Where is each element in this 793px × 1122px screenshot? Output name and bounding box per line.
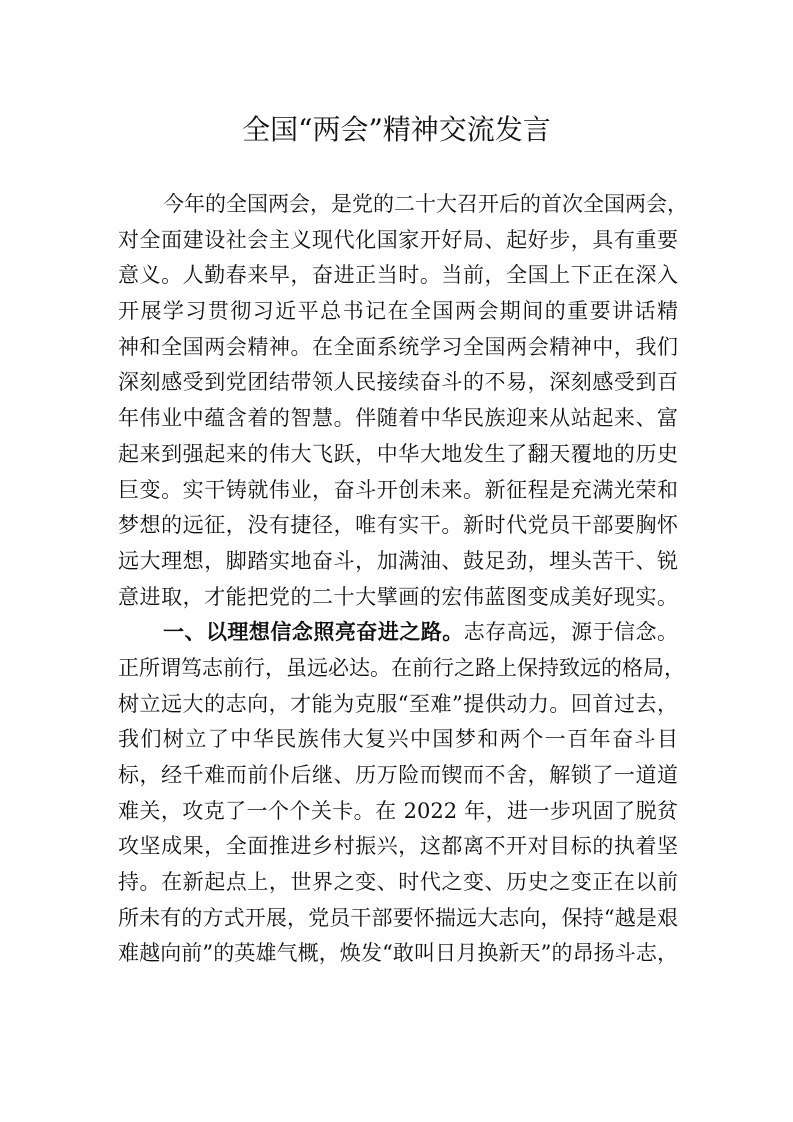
paragraph-line: 意义。人勤春来早，奋进正当时。当前，全国上下正在深入 bbox=[118, 263, 678, 288]
paragraph-line: 正所谓笃志前行，虽远必达。在前行之路上保持致远的格局， bbox=[118, 655, 685, 680]
paragraph-line: 攻坚成果，全面推进乡村振兴，这都离不开对目标的执着坚 bbox=[118, 834, 678, 859]
paragraph-line: 年伟业中蕴含着的智慧。伴随着中华民族迎来从站起来、富 bbox=[118, 406, 678, 431]
paragraph-line: 开展学习贯彻习近平总书记在全国两会期间的重要讲话精 bbox=[118, 299, 678, 324]
paragraph-section-one bbox=[118, 615, 685, 972]
document-title: 全国“两会”精神交流发言 bbox=[242, 113, 551, 146]
paragraph-line: 标，经千难而前仆后继、历万险而锲而不舍，解锁了一道道 bbox=[118, 763, 678, 787]
document-body bbox=[118, 187, 688, 972]
paragraph-line: 我们树立了中华民族伟大复兴中国梦和两个一百年奋斗目 bbox=[118, 727, 678, 752]
paragraph-line: 巨变。实干铸就伟业，奋斗开创未来。新征程是充满光荣和 bbox=[118, 477, 678, 502]
paragraph-line: 意进取，才能把党的二十大擘画的宏伟蓝图变成美好现实。 bbox=[118, 584, 678, 609]
paragraph-line: 所未有的方式开展，党员干部要怀揣远大志向，保持“越是艰 bbox=[118, 905, 678, 930]
paragraph-line: 持。在新起点上，世界之变、时代之变、历史之变正在以前 bbox=[118, 870, 678, 895]
heading-line-rest: 志存高远，源于信念。 bbox=[463, 620, 679, 645]
paragraph-line: 远大理想，脚踏实地奋斗，加满油、鼓足劲，埋头苦干、锐 bbox=[118, 548, 678, 573]
paragraph-line bbox=[118, 615, 678, 651]
paragraph-line: 梦想的远征，没有捷径，唯有实干。新时代党员干部要胸怀 bbox=[118, 513, 678, 538]
paragraph-line: 深刻感受到党团结带领人民接续奋斗的不易，深刻感受到百 bbox=[118, 370, 678, 395]
paragraph-intro bbox=[118, 187, 688, 615]
section-heading: 一、以理想信念照亮奋进之路。 bbox=[163, 620, 464, 645]
paragraph-line: 神和全国两会精神。在全面系统学习全国两会精神中，我们 bbox=[118, 334, 678, 359]
paragraph-line: 难关，攻克了一个个关卡。在 2022 年，进一步巩固了脱贫 bbox=[118, 798, 678, 823]
paragraph-line: 难越向前”的英雄气概，焕发“敢叫日月换新天”的昂扬斗志， bbox=[118, 941, 678, 966]
paragraph-line: 树立远大的志向，才能为克服“至难”提供动力。回首过去， bbox=[118, 691, 678, 716]
paragraph-line: 今年的全国两会，是党的二十大召开后的首次全国两会， bbox=[163, 192, 688, 216]
paragraph-line: 起来到强起来的伟大飞跃，中华大地发生了翻天覆地的历史 bbox=[118, 441, 678, 466]
paragraph-line: 对全面建设社会主义现代化国家开好局、起好步，具有重要 bbox=[118, 227, 678, 252]
